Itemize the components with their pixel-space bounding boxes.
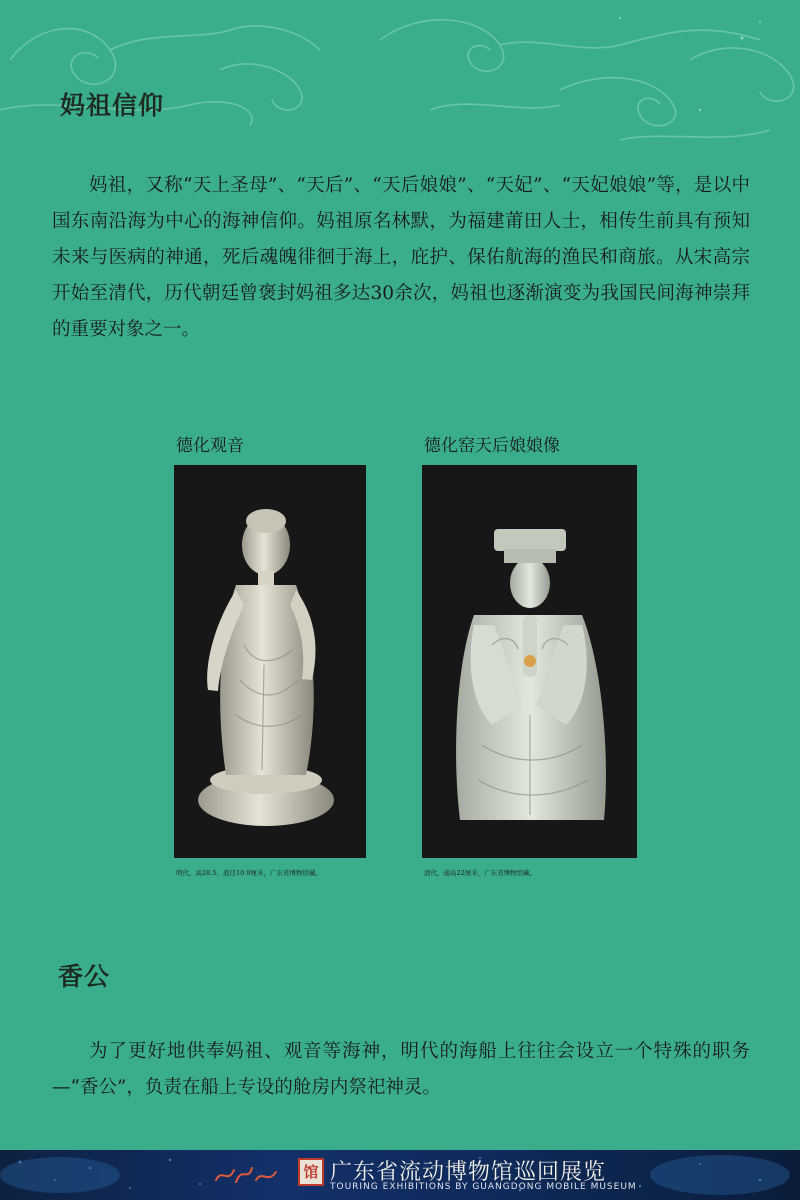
mazu-belief-paragraph: 妈祖，又称“天上圣母”、“天后”、“天后娘娘”、“天妃”、“天妃娘娘”等，是以中国东南沿海为中心的海神信仰。妈祖原名林默，为福建莆田人士，相传生前具有预知未来与医病的神通，死后魂魄徘徊于海上，庇护、保佑航海的渔民和商旅。从宋高宗开始至清代，历代朝廷曾褒封妈祖多达30余次，妈祖也逐渐演变为我国民间海神崇拜的重要对象之一。	[52, 175, 750, 340]
guanyin-statue-photo	[174, 465, 366, 858]
footer-title: 广东省流动博物馆巡回展览	[330, 1160, 607, 1185]
figure-note-guanyin: 明代，高28.5、底径10.9厘米，广东省博物馆藏。	[176, 869, 322, 877]
xianggong-paragraph: 为了更好地供奉妈祖、观音等海神，明代的海船上往往会设立一个特殊的职务—“香公”，负责在船上专设的舱房内祭祀神灵。	[52, 1041, 750, 1098]
figure-title-guanyin: 德化观音	[176, 436, 244, 456]
museum-seal-logo: 馆	[298, 1158, 324, 1186]
section-heading-xianggong: 香公	[58, 962, 111, 991]
section-heading-mazu-belief: 妈祖信仰	[60, 91, 165, 120]
tianhou-statue-photo	[422, 465, 637, 858]
figure-note-tianhou: 清代，通高22厘米，广东省博物馆藏。	[424, 869, 537, 877]
calligraphy-signature	[212, 1160, 282, 1190]
footer-subtitle: TOURING EXHIBITIONS BY GUANGDONG MOBILE MUSEUM	[330, 1182, 637, 1192]
figure-title-tianhou: 德化窑天后娘娘像	[424, 436, 560, 456]
